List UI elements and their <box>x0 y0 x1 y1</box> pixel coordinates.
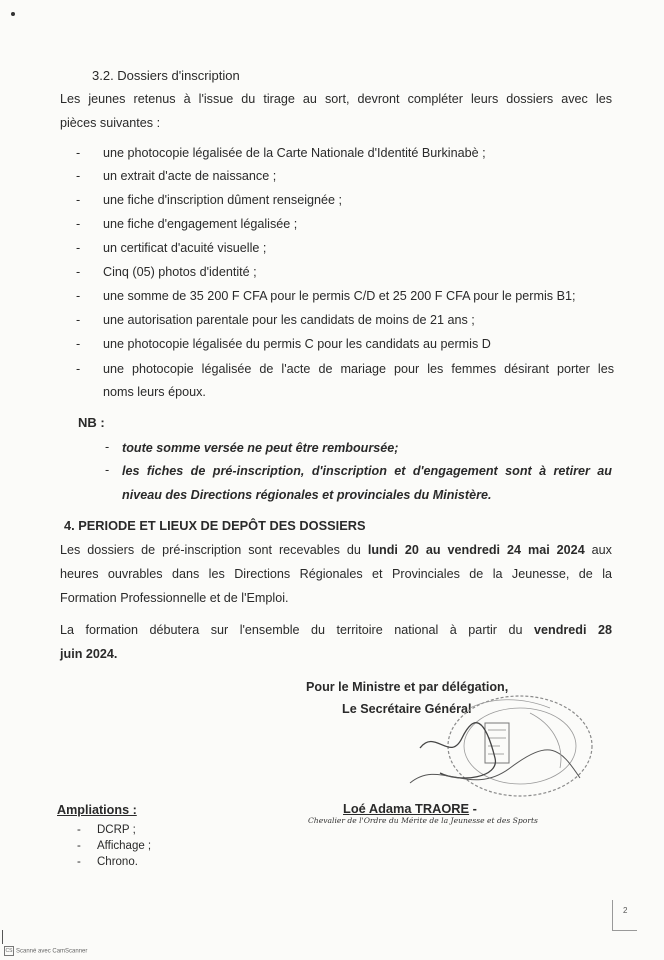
text-segment: Les dossiers de pré-inscription sont recevables du <box>60 543 368 557</box>
signature-line2: Le Secrétaire Général <box>342 702 472 716</box>
signatory-name: Loé Adama TRAORE - <box>343 801 477 816</box>
camscanner-icon: CS <box>5 948 13 954</box>
list-item: une photocopie légalisée de l'acte de mariage pour les femmes désirant porter les <box>103 362 614 376</box>
nb-bullet: - <box>105 463 110 477</box>
scan-edge-mark <box>2 930 3 944</box>
text-segment: aux <box>584 543 612 557</box>
list-item: un certificat d'acuité visuelle ; <box>103 241 267 255</box>
list-bullet: - <box>77 840 81 852</box>
list-item: une somme de 35 200 F CFA pour le permis C/D et 25 200 F CFA pour le permis B1; <box>103 289 576 303</box>
list-item: une autorisation parentale pour les candidats de moins de 21 ans ; <box>103 313 475 327</box>
section-4-p1-line1 <box>60 542 612 558</box>
text-segment: La formation débutera sur l'ensemble du territoire national à partir du <box>60 623 534 637</box>
ampliation-item: DCRP ; <box>97 824 136 836</box>
date-range: lundi 20 au vendredi 24 mai 2024 <box>367 543 585 557</box>
list-bullet: - <box>76 362 81 376</box>
list-bullet: - <box>76 241 81 255</box>
section-4-p1-line2: heures ouvrables dans les Directions Régionales et Provinciales de la Jeunesse, de la <box>60 567 612 581</box>
list-bullet: - <box>76 169 81 183</box>
section-3-2-title: 3.2. Dossiers d'inscription <box>92 68 240 83</box>
list-bullet: - <box>76 337 81 351</box>
nb-item: toute somme versée ne peut être remboursée; <box>122 441 399 455</box>
page-number: 2 <box>623 906 628 915</box>
ampliation-item: Affichage ; <box>97 840 152 852</box>
nb-label: NB : <box>78 415 105 430</box>
signatory-name-text: Loé Adama TRAORE <box>343 801 470 816</box>
list-item: une fiche d'inscription dûment renseignée ; <box>103 193 343 207</box>
ampliation-item: Chrono. <box>97 856 138 868</box>
list-item: une photocopie légalisée de la Carte Nationale d'Identité Burkinabè ; <box>103 146 486 160</box>
list-item: Cinq (05) photos d'identité ; <box>103 265 257 279</box>
nb-item-continuation: niveau des Directions régionales et provinciales du Ministère. <box>122 488 492 502</box>
list-item-continuation: noms leurs époux. <box>103 385 206 399</box>
ampliations-title: Ampliations : <box>57 803 137 817</box>
list-bullet: - <box>77 856 81 868</box>
section-4-p1-line3: Formation Professionnelle et de l'Emploi. <box>60 591 289 605</box>
nb-bullet: - <box>105 440 110 454</box>
stamp-and-signature-image <box>400 688 600 806</box>
signatory-title: Chevalier de l'Ordre du Mérite de la Jeunesse et des Sports <box>308 816 538 825</box>
list-bullet: - <box>76 313 81 327</box>
page-number-box <box>612 900 637 931</box>
section-4-title: 4. PERIODE ET LIEUX DE DEPÔT DES DOSSIERS <box>64 518 366 533</box>
list-item: un extrait d'acte de naissance ; <box>103 169 277 183</box>
list-bullet: - <box>76 289 81 303</box>
section-4-p2-line1 <box>60 622 612 638</box>
scanner-watermark <box>4 946 87 956</box>
nb-item: les fiches de pré-inscription, d'inscription et d'engagement sont à retirer au <box>122 464 612 478</box>
list-bullet: - <box>76 193 81 207</box>
list-item: une photocopie légalisée du permis C pour les candidats au permis D <box>103 337 491 351</box>
section-3-2-intro-line2: pièces suivantes : <box>60 116 161 130</box>
list-bullet: - <box>76 265 81 279</box>
list-item: une fiche d'engagement légalisée ; <box>103 217 298 231</box>
start-date: vendredi 28 <box>534 623 612 637</box>
scan-speck <box>11 12 15 16</box>
list-bullet: - <box>77 824 81 836</box>
scanner-text: Scanné avec CamScanner <box>16 948 88 955</box>
section-3-2-intro-line1: Les jeunes retenus à l'issue du tirage au sort, devront compléter leurs dossiers avec les <box>60 92 612 106</box>
signature-line1: Pour le Ministre et par délégation, <box>306 680 509 694</box>
list-bullet: - <box>76 146 81 160</box>
list-bullet: - <box>76 217 81 231</box>
section-4-p2-line2: juin 2024. <box>60 647 118 661</box>
